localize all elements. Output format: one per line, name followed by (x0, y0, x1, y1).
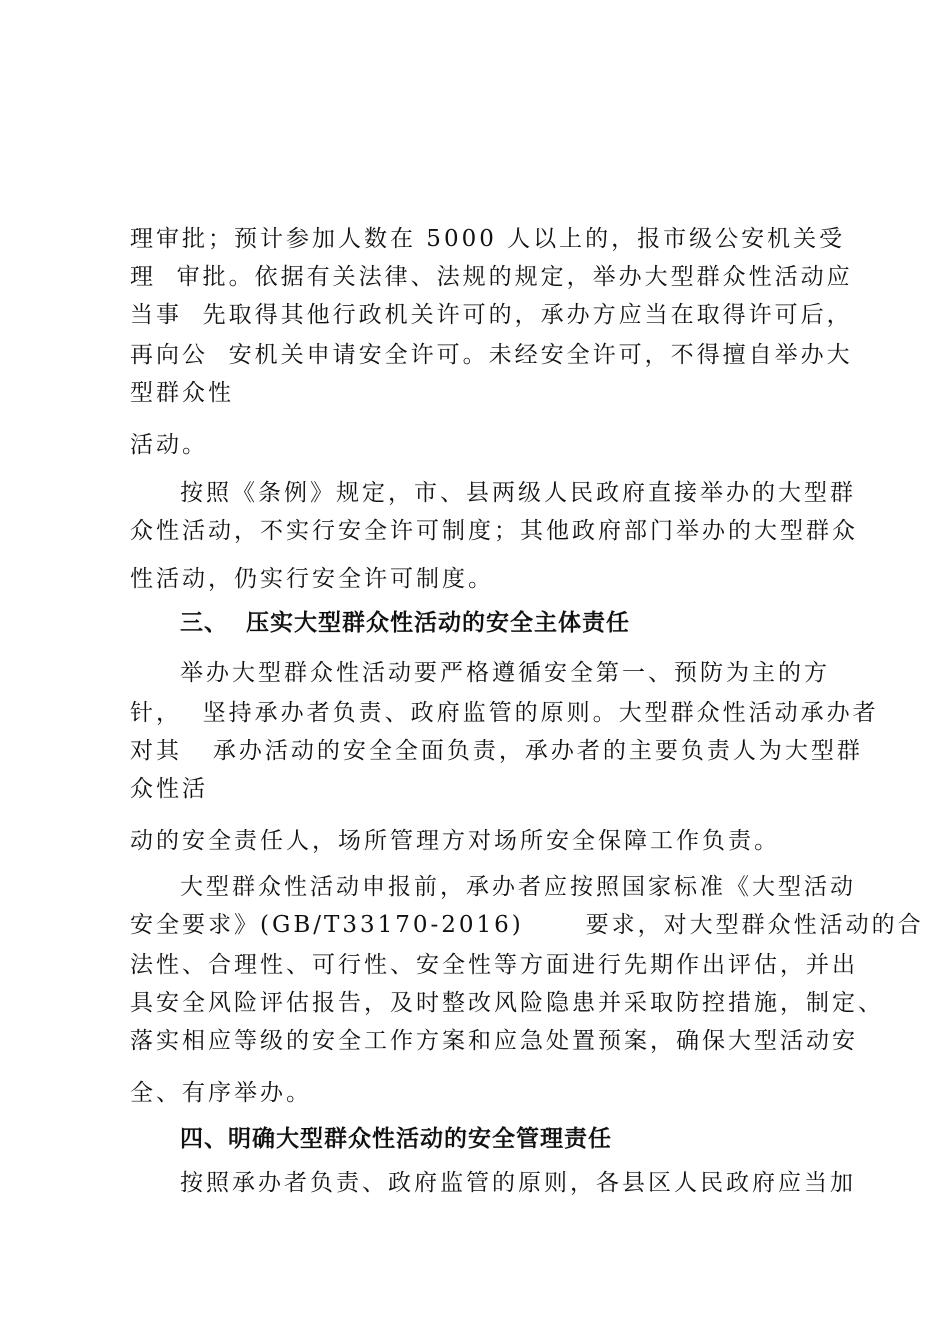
paragraph-line: 对其 承办活动的安全全面负责，承办者的主要负责人为大型群 (130, 738, 863, 764)
section-heading: 三、 压实大型群众性活动的安全主体责任 (180, 610, 631, 636)
paragraph-line: 针， 坚持承办者负责、政府监管的原则。大型群众性活动承办者 (130, 700, 879, 726)
paragraph-line: 大型群众性活动申报前，承办者应按照国家标准《大型活动 (180, 874, 856, 900)
paragraph-line: 动的安全责任人，场所管理方对场所安全保障工作负责。 (130, 828, 780, 854)
paragraph-line: 当事 先取得其他行政机关许可的，承办方应当在取得许可后， (130, 302, 853, 328)
paragraph-line: 众性活 (130, 776, 208, 802)
paragraph-line: 法性、合理性、可行性、安全性等方面进行先期作出评估，并出 (130, 952, 858, 978)
paragraph-line: 性活动，仍实行安全许可制度。 (130, 566, 494, 592)
paragraph-line: 具安全风险评估报告，及时整改风险隐患并采取防控措施，制定、 (130, 990, 884, 1016)
paragraph-line: 活动。 (130, 432, 208, 458)
paragraph-line: 型群众性 (130, 380, 234, 406)
paragraph-line: 安全要求》(GB/T33170-2016) 要求，对大型群众性活动的合 (130, 912, 924, 938)
paragraph-line: 落实相应等级的安全工作方案和应急处置预案，确保大型活动安 (130, 1028, 858, 1054)
paragraph-line: 按照《条例》规定，市、县两级人民政府直接举办的大型群 (180, 480, 856, 506)
paragraph-line: 举办大型群众性活动要严格遵循安全第一、预防为主的方 (180, 660, 830, 686)
paragraph-line: 理审批；预计参加人数在 5000 人以上的，报市级公安机关受 (130, 226, 846, 252)
paragraph-line: 全、有序举办。 (130, 1080, 312, 1106)
section-heading: 四、明确大型群众性活动的安全管理责任 (180, 1126, 612, 1152)
paragraph-line: 再向公 安机关申请安全许可。未经安全许可，不得擅自举办大 (130, 342, 853, 368)
paragraph-line: 按照承办者负责、政府监管的原则，各县区人民政府应当加 (180, 1170, 856, 1196)
paragraph-line: 众性活动，不实行安全许可制度；其他政府部门举办的大型群众 (130, 518, 858, 544)
paragraph-line: 理 审批。依据有关法律、法规的规定，举办大型群众性活动应 (130, 264, 853, 290)
